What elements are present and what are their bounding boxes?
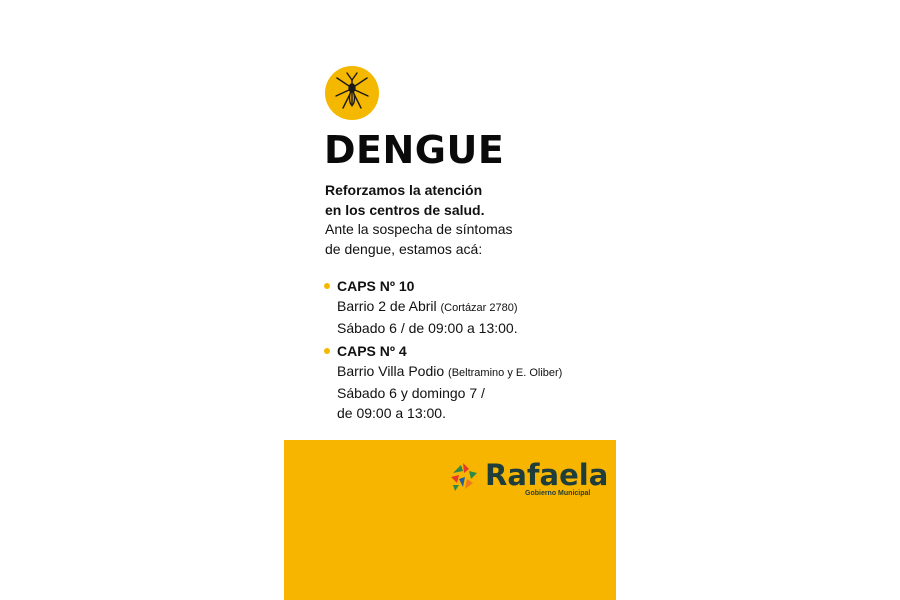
mosquito-icon [325,66,379,120]
intro-bold-line-2: en los centros de salud. [325,201,485,218]
brand-name: Rafaela [485,458,609,492]
location-schedule-line-2: de 09:00 a 13:00. [337,405,446,421]
location-schedule-line-1: Sábado 6 y domingo 7 / [337,385,485,401]
location-address: (Cortázar 2780) [440,302,518,314]
location-address: (Beltramino y E. Oliber) [448,367,563,379]
brand-subtitle: Gobierno Municipal [525,490,591,497]
location-barrio-line [337,361,614,383]
page-title: DENGUE [324,128,505,172]
dengue-info-card [284,0,616,600]
bullet-icon [324,348,330,354]
location-barrio-line [337,296,614,318]
location-item-caps-4 [324,341,614,423]
intro-bold-line-1: Reforzamos la atención [325,182,483,198]
intro-line-3: Ante la sospecha de síntomas [325,221,513,237]
location-barrio: Barrio Villa Podio [337,363,445,379]
location-name: CAPS Nº 4 [337,343,407,359]
rafaela-logo [447,456,609,502]
location-schedule: Sábado 6 / de 09:00 a 13:00. [337,320,518,336]
location-item-caps-10 [324,276,614,338]
location-barrio: Barrio 2 de Abril [337,298,437,314]
bullet-icon [324,283,330,289]
location-name: CAPS Nº 10 [337,278,415,294]
intro-line-4: de dengue, estamos acá: [325,240,483,257]
intro-text [325,181,605,259]
footer-banner [284,440,616,600]
rafaela-logo-icon [447,459,481,493]
